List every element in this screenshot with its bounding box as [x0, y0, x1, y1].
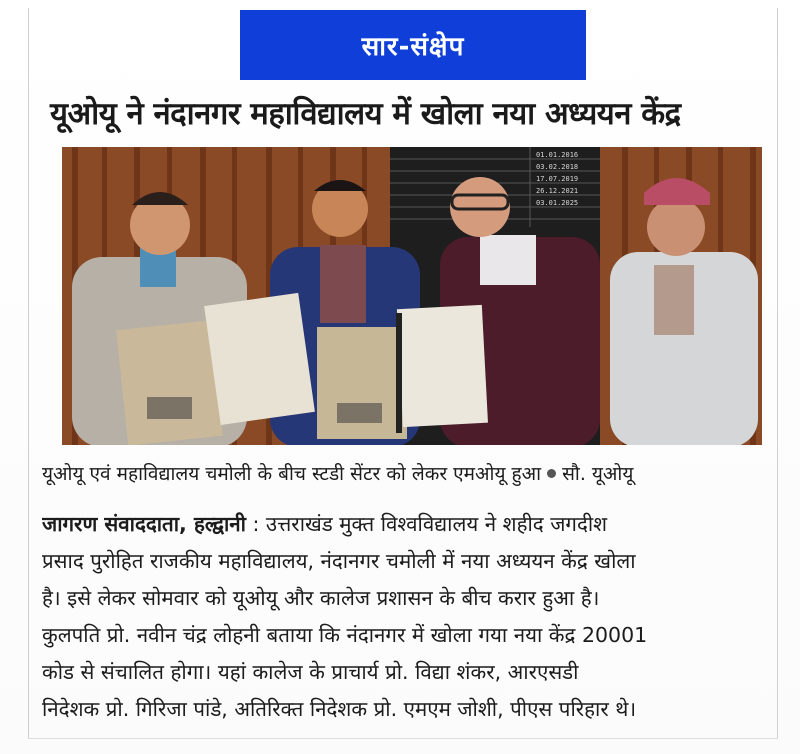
photo-caption — [42, 456, 782, 490]
caption-text: यूओयू एवं महाविद्यालय चमोली के बीच स्टडी सेंटर को लेकर एमओयू हुआ — [42, 463, 542, 485]
board-row-date: 26.12.2021 — [536, 187, 579, 195]
article-line-6: निदेशक प्रो. गिरिजा पांडे, अतिरिक्त निदेशक प्रो. एमएम जोशी, पीएस परिहार थे। — [42, 697, 637, 721]
board-row-date: 03.02.2018 — [536, 163, 579, 171]
news-photo — [62, 147, 762, 445]
article-line-3: है। इसे लेकर सोमवार को यूओयू और कालेज प्रशासन के बीच करार हुआ है। — [42, 586, 600, 610]
article-line-1-text: : उत्तराखंड मुक्त विश्वविद्यालय ने शहीद जगदीश — [245, 512, 608, 536]
caption-credit: सौ. यूओयू — [562, 463, 634, 485]
headline: यूओयू ने नंदानगर महाविद्यालय में खोला नया अध्ययन केंद्र — [50, 96, 681, 132]
photo-illustration — [62, 147, 762, 445]
section-label: सार-संक्षेप — [361, 32, 465, 62]
article-line-1 — [42, 506, 782, 543]
section-label-bar — [240, 10, 586, 80]
article-body — [42, 506, 782, 728]
board-row-date: 01.01.2016 — [536, 151, 579, 159]
article-line-5: कोड से संचालित होगा। यहां कालेज के प्राचार्य प्रो. विद्या शंकर, आरएसडी — [42, 660, 579, 684]
article-line-2: प्रसाद पुरोहित राजकीय महाविद्यालय, नंदानगर चमोली में नया अध्ययन केंद्र खोला — [42, 549, 636, 573]
board-row-date: 03.01.2025 — [536, 199, 579, 207]
board-row-date: 17.07.2019 — [536, 175, 579, 183]
article-line-4: कुलपति प्रो. नवीन चंद्र लोहनी बताया कि नंदानगर में खोला गया नया केंद्र 20001 — [42, 623, 648, 647]
byline: जागरण संवाददाता, हल्द्वानी — [42, 512, 246, 536]
bullet-icon — [547, 469, 556, 478]
